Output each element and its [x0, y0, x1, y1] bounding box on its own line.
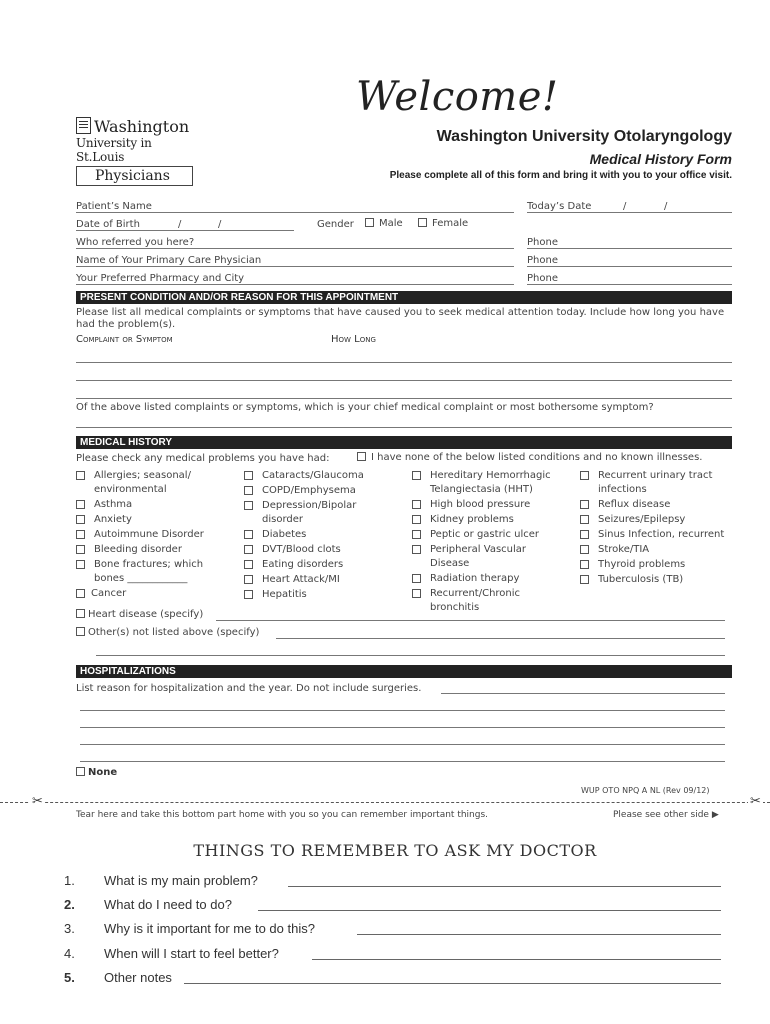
- history-item-label: Cataracts/Glaucoma: [262, 470, 364, 481]
- history-item[interactable]: [76, 558, 214, 586]
- answer-line-5[interactable]: [184, 983, 721, 984]
- scissors-icon: ✂: [750, 794, 761, 809]
- referred-by-label: Who referred you here?: [76, 237, 195, 248]
- history-item-label: Peripheral Vascular Disease: [430, 544, 527, 569]
- history-item[interactable]: [412, 498, 572, 512]
- history-checkbox[interactable]: [76, 471, 85, 480]
- history-item[interactable]: [412, 572, 572, 586]
- history-item[interactable]: [76, 528, 226, 542]
- history-checkbox[interactable]: [412, 574, 421, 583]
- history-checkbox[interactable]: [76, 560, 85, 569]
- history-checkbox[interactable]: [412, 515, 421, 524]
- history-item[interactable]: [412, 543, 550, 571]
- question-text: Other notes: [104, 970, 172, 985]
- scissors-icon: ✂: [32, 794, 43, 809]
- gender-male-option[interactable]: [365, 218, 403, 229]
- history-checkbox[interactable]: [76, 589, 85, 598]
- history-checkbox[interactable]: [412, 500, 421, 509]
- referred-phone-label: Phone: [527, 237, 558, 248]
- todays-date-label: Today’s Date: [527, 201, 592, 212]
- todays-date-slash-1: /: [623, 201, 627, 212]
- history-checkbox[interactable]: [76, 500, 85, 509]
- question-text: Why is it important for me to do this?: [104, 921, 315, 936]
- question-number: 2.: [64, 897, 75, 912]
- reminder-question: [64, 970, 172, 985]
- history-item-label: Seizures/Epilepsy: [598, 514, 686, 525]
- history-checkbox[interactable]: [244, 590, 253, 599]
- question-number: 1.: [64, 873, 75, 888]
- history-column-2: [244, 469, 394, 603]
- history-item-label: Recurrent/Chronic bronchitis: [430, 588, 521, 613]
- hospitalization-field-4[interactable]: [80, 744, 725, 745]
- hospitalization-field-2[interactable]: [80, 710, 725, 711]
- history-column-1: [76, 469, 226, 602]
- history-checkbox[interactable]: [244, 575, 253, 584]
- tear-line: [0, 802, 770, 803]
- form-instruction: Please complete all of this form and bring it with you to your office visit.: [389, 170, 732, 181]
- todays-date-slash-2: /: [664, 201, 668, 212]
- history-item-label: Autoimmune Disorder: [94, 529, 204, 540]
- history-item-label: Diabetes: [262, 529, 307, 540]
- question-number: 5.: [64, 970, 75, 985]
- answer-line-4[interactable]: [312, 959, 721, 960]
- hospitalization-none-label: None: [88, 767, 118, 778]
- no-conditions-label: I have none of the below listed conditions and no known illnesses.: [371, 452, 703, 463]
- chief-complaint-question: Of the above listed complaints or symptoms, which is your chief medical complaint or most bothersome symptom?: [76, 402, 654, 413]
- reminder-question: [64, 921, 315, 936]
- logo-line-1: Washington: [94, 117, 190, 136]
- history-item[interactable]: [244, 543, 394, 557]
- logo-line-3: Physicians: [76, 166, 193, 186]
- chief-complaint-field[interactable]: [76, 427, 732, 428]
- history-item-label: Allergies; seasonal/ environmental: [94, 470, 191, 495]
- history-checkbox[interactable]: [580, 560, 589, 569]
- dob-field[interactable]: [76, 230, 294, 231]
- history-checkbox[interactable]: [580, 515, 589, 524]
- history-item-label: Heart Attack/MI: [262, 574, 340, 585]
- history-item-label: Hereditary Hemorrhagic Telangiectasia (HHT): [430, 470, 551, 495]
- history-item-label: Anxiety: [94, 514, 132, 525]
- history-item-label: Asthma: [94, 499, 133, 510]
- referred-phone-field[interactable]: [527, 248, 732, 249]
- history-item[interactable]: [412, 528, 572, 542]
- dob-slash-2: /: [218, 219, 222, 230]
- history-item-label: Radiation therapy: [430, 573, 520, 584]
- form-title: Medical History Form: [589, 151, 732, 167]
- history-item[interactable]: [580, 543, 740, 557]
- no-conditions-option[interactable]: [357, 452, 702, 463]
- tear-instruction: Tear here and take this bottom part home with you so you can remember important things.: [76, 810, 489, 820]
- history-item[interactable]: [412, 513, 572, 527]
- female-checkbox[interactable]: [418, 218, 427, 227]
- history-item-label: Stroke/TIA: [598, 544, 650, 555]
- history-item[interactable]: [580, 469, 728, 497]
- male-label: Male: [379, 218, 403, 229]
- history-item-label: Cancer: [91, 588, 127, 599]
- medical-history-heading: MEDICAL HISTORY: [76, 436, 732, 449]
- history-item[interactable]: [412, 469, 570, 497]
- answer-line-2[interactable]: [258, 910, 721, 911]
- todays-date-field[interactable]: [527, 212, 732, 213]
- history-checkbox[interactable]: [76, 515, 85, 524]
- question-text: What is my main problem?: [104, 873, 258, 888]
- dob-slash-1: /: [178, 219, 182, 230]
- reminder-question: [64, 946, 279, 961]
- history-checkbox[interactable]: [244, 545, 253, 554]
- no-conditions-checkbox[interactable]: [357, 452, 366, 461]
- history-checkbox[interactable]: [580, 471, 589, 480]
- history-item[interactable]: [580, 513, 740, 527]
- history-checkbox[interactable]: [244, 530, 253, 539]
- other-conditions-option[interactable]: [76, 627, 259, 638]
- history-item-label: Kidney problems: [430, 514, 514, 525]
- history-item-label: Bone fractures; which bones ____________: [94, 559, 204, 584]
- pharmacy-phone-field[interactable]: [527, 284, 732, 285]
- form-code: WUP OTO NPQ A NL (Rev 09/12): [581, 786, 710, 795]
- history-item-label: Bleeding disorder: [94, 544, 182, 555]
- other-conditions-field-2[interactable]: [96, 655, 725, 656]
- history-item-label: COPD/Emphysema: [262, 485, 356, 496]
- patient-name-field[interactable]: [76, 212, 514, 213]
- see-other-side: Please see other side ▶: [613, 810, 719, 820]
- department-title: Washington University Otolaryngology: [436, 128, 732, 145]
- female-label: Female: [432, 218, 469, 229]
- history-item[interactable]: [580, 528, 740, 542]
- history-item[interactable]: [244, 528, 394, 542]
- history-item-label: Depression/Bipolar disorder: [262, 500, 357, 525]
- hospitalization-none-checkbox[interactable]: [76, 767, 85, 776]
- heart-disease-label: Heart disease (specify): [88, 609, 204, 620]
- complaint-line-1[interactable]: [76, 362, 732, 363]
- hospitalization-field-3[interactable]: [80, 727, 725, 728]
- pcp-phone-field[interactable]: [527, 266, 732, 267]
- history-item[interactable]: [412, 587, 540, 615]
- logo-line-2: University in St.Louis: [76, 136, 152, 164]
- how-long-column-label: How Long: [331, 334, 376, 345]
- history-item-label: Peptic or gastric ulcer: [430, 529, 540, 540]
- history-checkbox[interactable]: [412, 471, 421, 480]
- history-checkbox[interactable]: [580, 575, 589, 584]
- answer-line-3[interactable]: [357, 934, 721, 935]
- question-number: 3.: [64, 921, 75, 936]
- gender-female-option[interactable]: [418, 218, 468, 229]
- patient-name-label: Patient’s Name: [76, 201, 152, 212]
- history-item[interactable]: [580, 558, 740, 572]
- answer-line-1[interactable]: [288, 886, 721, 887]
- washu-physicians-logo: [76, 117, 196, 186]
- question-text: When will I start to feel better?: [104, 946, 279, 961]
- history-item[interactable]: [580, 498, 740, 512]
- history-item[interactable]: [76, 543, 226, 557]
- complaint-line-2[interactable]: [76, 380, 732, 381]
- dob-label: Date of Birth: [76, 219, 140, 230]
- history-item-label: Sinus Infection, recurrent: [598, 529, 725, 540]
- history-checkbox[interactable]: [244, 471, 253, 480]
- complaint-column-label: Complaint or Symptom: [76, 334, 173, 345]
- medical-history-instruction: Please check any medical problems you have had:: [76, 453, 330, 464]
- history-checkbox[interactable]: [580, 500, 589, 509]
- history-item[interactable]: [76, 498, 226, 512]
- history-item-label: High blood pressure: [430, 499, 531, 510]
- history-item[interactable]: [244, 469, 394, 483]
- pcp-label: Name of Your Primary Care Physician: [76, 255, 262, 266]
- reminders-title: THINGS TO REMEMBER TO ASK MY DOCTOR: [193, 841, 597, 860]
- history-checkbox[interactable]: [580, 545, 589, 554]
- gender-label: Gender: [317, 219, 354, 230]
- present-condition-instruction: Please list all medical complaints or symptoms that have caused you to seek medical attention today. Include how long you have had the problem(s).: [76, 307, 725, 330]
- history-checkbox[interactable]: [412, 589, 421, 598]
- history-item[interactable]: [244, 484, 394, 498]
- history-checkbox[interactable]: [412, 545, 421, 554]
- history-checkbox[interactable]: [580, 530, 589, 539]
- history-checkbox[interactable]: [244, 486, 253, 495]
- question-number: 4.: [64, 946, 75, 961]
- complaint-line-3[interactable]: [76, 398, 732, 399]
- history-item-label: Tuberculosis (TB): [598, 574, 684, 585]
- history-column-4: [580, 469, 740, 588]
- history-item[interactable]: [244, 558, 394, 572]
- welcome-heading: Welcome!: [356, 74, 559, 120]
- hospitalization-field-5[interactable]: [80, 761, 725, 762]
- history-item-label: Hepatitis: [262, 589, 307, 600]
- history-item-label: DVT/Blood clots: [262, 544, 341, 555]
- history-item[interactable]: [76, 469, 214, 497]
- pcp-field[interactable]: [76, 266, 514, 267]
- pharmacy-field[interactable]: [76, 284, 514, 285]
- history-checkbox[interactable]: [244, 560, 253, 569]
- pharmacy-label: Your Preferred Pharmacy and City: [76, 273, 245, 284]
- question-text: What do I need to do?: [104, 897, 232, 912]
- other-conditions-checkbox[interactable]: [76, 627, 85, 636]
- history-checkbox[interactable]: [412, 530, 421, 539]
- hospitalization-field-1[interactable]: [441, 693, 725, 694]
- hospitalizations-instruction: List reason for hospitalization and the year. Do not include surgeries.: [76, 683, 422, 694]
- history-checkbox[interactable]: [76, 530, 85, 539]
- history-item-label: Recurrent urinary tract infections: [598, 470, 713, 495]
- history-item[interactable]: [244, 573, 394, 587]
- history-item-label: Reflux disease: [598, 499, 671, 510]
- pcp-phone-label: Phone: [527, 255, 558, 266]
- pharmacy-phone-label: Phone: [527, 273, 558, 284]
- history-item[interactable]: [76, 587, 226, 601]
- history-item[interactable]: [244, 499, 372, 527]
- history-column-3: [412, 469, 572, 616]
- crest-icon: [76, 117, 91, 134]
- heart-disease-option[interactable]: [76, 609, 203, 620]
- heart-disease-checkbox[interactable]: [76, 609, 85, 618]
- history-item-label: Thyroid problems: [598, 559, 686, 570]
- other-conditions-field[interactable]: [276, 638, 725, 639]
- history-item-label: Eating disorders: [262, 559, 344, 570]
- history-item[interactable]: [244, 588, 394, 602]
- present-condition-heading: PRESENT CONDITION AND/OR REASON FOR THIS APPOINTMENT: [76, 291, 732, 304]
- history-item[interactable]: [580, 573, 740, 587]
- male-checkbox[interactable]: [365, 218, 374, 227]
- reminder-question: [64, 873, 258, 888]
- referred-by-field[interactable]: [76, 248, 514, 249]
- history-checkbox[interactable]: [244, 501, 253, 510]
- reminder-question: [64, 897, 232, 912]
- history-checkbox[interactable]: [76, 545, 85, 554]
- hospitalization-none-option[interactable]: [76, 767, 117, 778]
- hospitalizations-heading: HOSPITALIZATIONS: [76, 665, 732, 678]
- heart-disease-field[interactable]: [216, 620, 725, 621]
- other-conditions-label: Other(s) not listed above (specify): [88, 627, 260, 638]
- history-item[interactable]: [76, 513, 226, 527]
